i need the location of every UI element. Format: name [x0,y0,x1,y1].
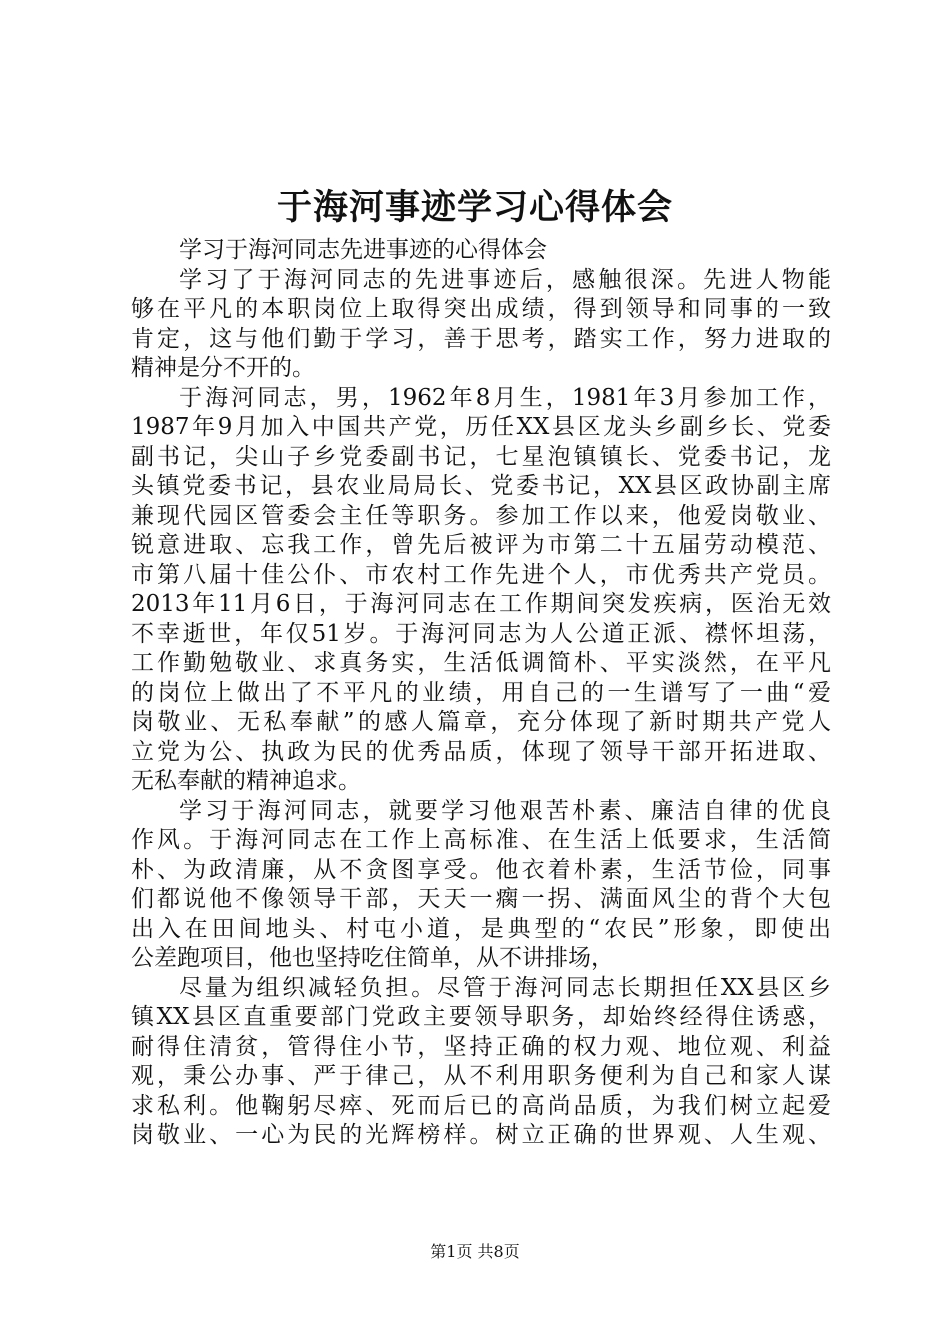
text-line: 观，秉公办事、严于律己，从不利用职务便利为自己和家人谋 [131,1063,831,1089]
text-line: 尽量为组织减轻负担。尽管于海河同志长期担任XX县区乡 [179,974,831,1001]
text-line: 作风。于海河同志在工作上高标准、在生活上低要求，生活简 [131,827,831,853]
text-line: 朴、为政清廉，从不贪图享受。他衣着朴素，生活节俭，同事 [131,856,831,883]
text-line: 够在平凡的本职岗位上取得突出成绩，得到领导和同事的一致 [131,296,831,322]
text-line: 锐意进取、忘我工作，曾先后被评为市第二十五届劳动模范、 [131,532,831,558]
text-line: 市第八届十佳公仆、市农村工作先进个人，市优秀共产党员。 [131,561,831,588]
text-line: 岗敬业、无私奉献”的感人篇章，充分体现了新时期共产党人 [131,709,831,735]
text-line: 求私利。他鞠躬尽瘁、死而后已的高尚品质，为我们树立起爱 [131,1092,831,1119]
page-footer: 第1页 共8页 [430,1242,520,1261]
text-line: 不幸逝世，年仅51岁。于海河同志为人公道正派、襟怀坦荡， [131,620,831,647]
text-line: 学习了于海河同志的先进事迹后，感触很深。先进人物能 [179,266,831,293]
text-line: 于海河同志，男，1962年8月生，1981年3月参加工作， [179,384,831,411]
text-line: 的岗位上做出了不平凡的业绩，用自己的一生谱写了一曲“爱 [131,679,831,706]
text-line: 公差跑项目，他也坚持吃住简单，从不讲排场， [131,945,614,971]
text-line: 学习于海河同志，就要学习他艰苦朴素、廉洁自律的优良 [179,797,831,824]
text-line: 立党为公、执政为民的优秀品质，体现了领导干部开拓进取、 [131,738,831,765]
text-line: 镇XX县区直重要部门党政主要领导职务，却始终经得住诱惑， [131,1004,831,1030]
document-title: 于海河事迹学习心得体会 [276,187,673,228]
text-line: 兼现代园区管委会主任等职务。参加工作以来，他爱岗敬业、 [131,502,831,529]
text-line: 工作勤勉敬业、求真务实，生活低调简朴、平实淡然，在平凡 [131,650,831,676]
text-line: 们都说他不像领导干部，天天一瘸一拐、满面风尘的背个大包 [131,886,831,912]
document-body [131,236,831,1151]
text-line: 学习于海河同志先进事迹的心得体会 [179,237,547,263]
text-line: 副书记，尖山子乡党委副书记，七星泡镇镇长、党委书记，龙 [131,443,831,470]
text-line: 头镇党委书记，县农业局局长、党委书记，XX县区政协副主席 [131,473,831,499]
text-line: 岗敬业、一心为民的光辉榜样。树立正确的世界观、人生观、 [131,1122,831,1148]
text-line: 肯定，这与他们勤于学习，善于思考，踏实工作，努力进取的 [131,325,831,352]
text-line: 精神是分不开的。 [131,355,315,381]
text-line: 出入在田间地头、村屯小道，是典型的“农民”形象，即使出 [131,915,831,942]
text-line: 无私奉献的精神追求。 [131,768,361,794]
text-line: 耐得住清贫，管得住小节，坚持正确的权力观、地位观、利益 [131,1033,831,1060]
text-line: 1987年9月加入中国共产党，历任XX县区龙头乡副乡长、党委 [131,414,831,440]
text-line: 2013年11月6日，于海河同志在工作期间突发疾病，医治无效 [131,591,831,617]
